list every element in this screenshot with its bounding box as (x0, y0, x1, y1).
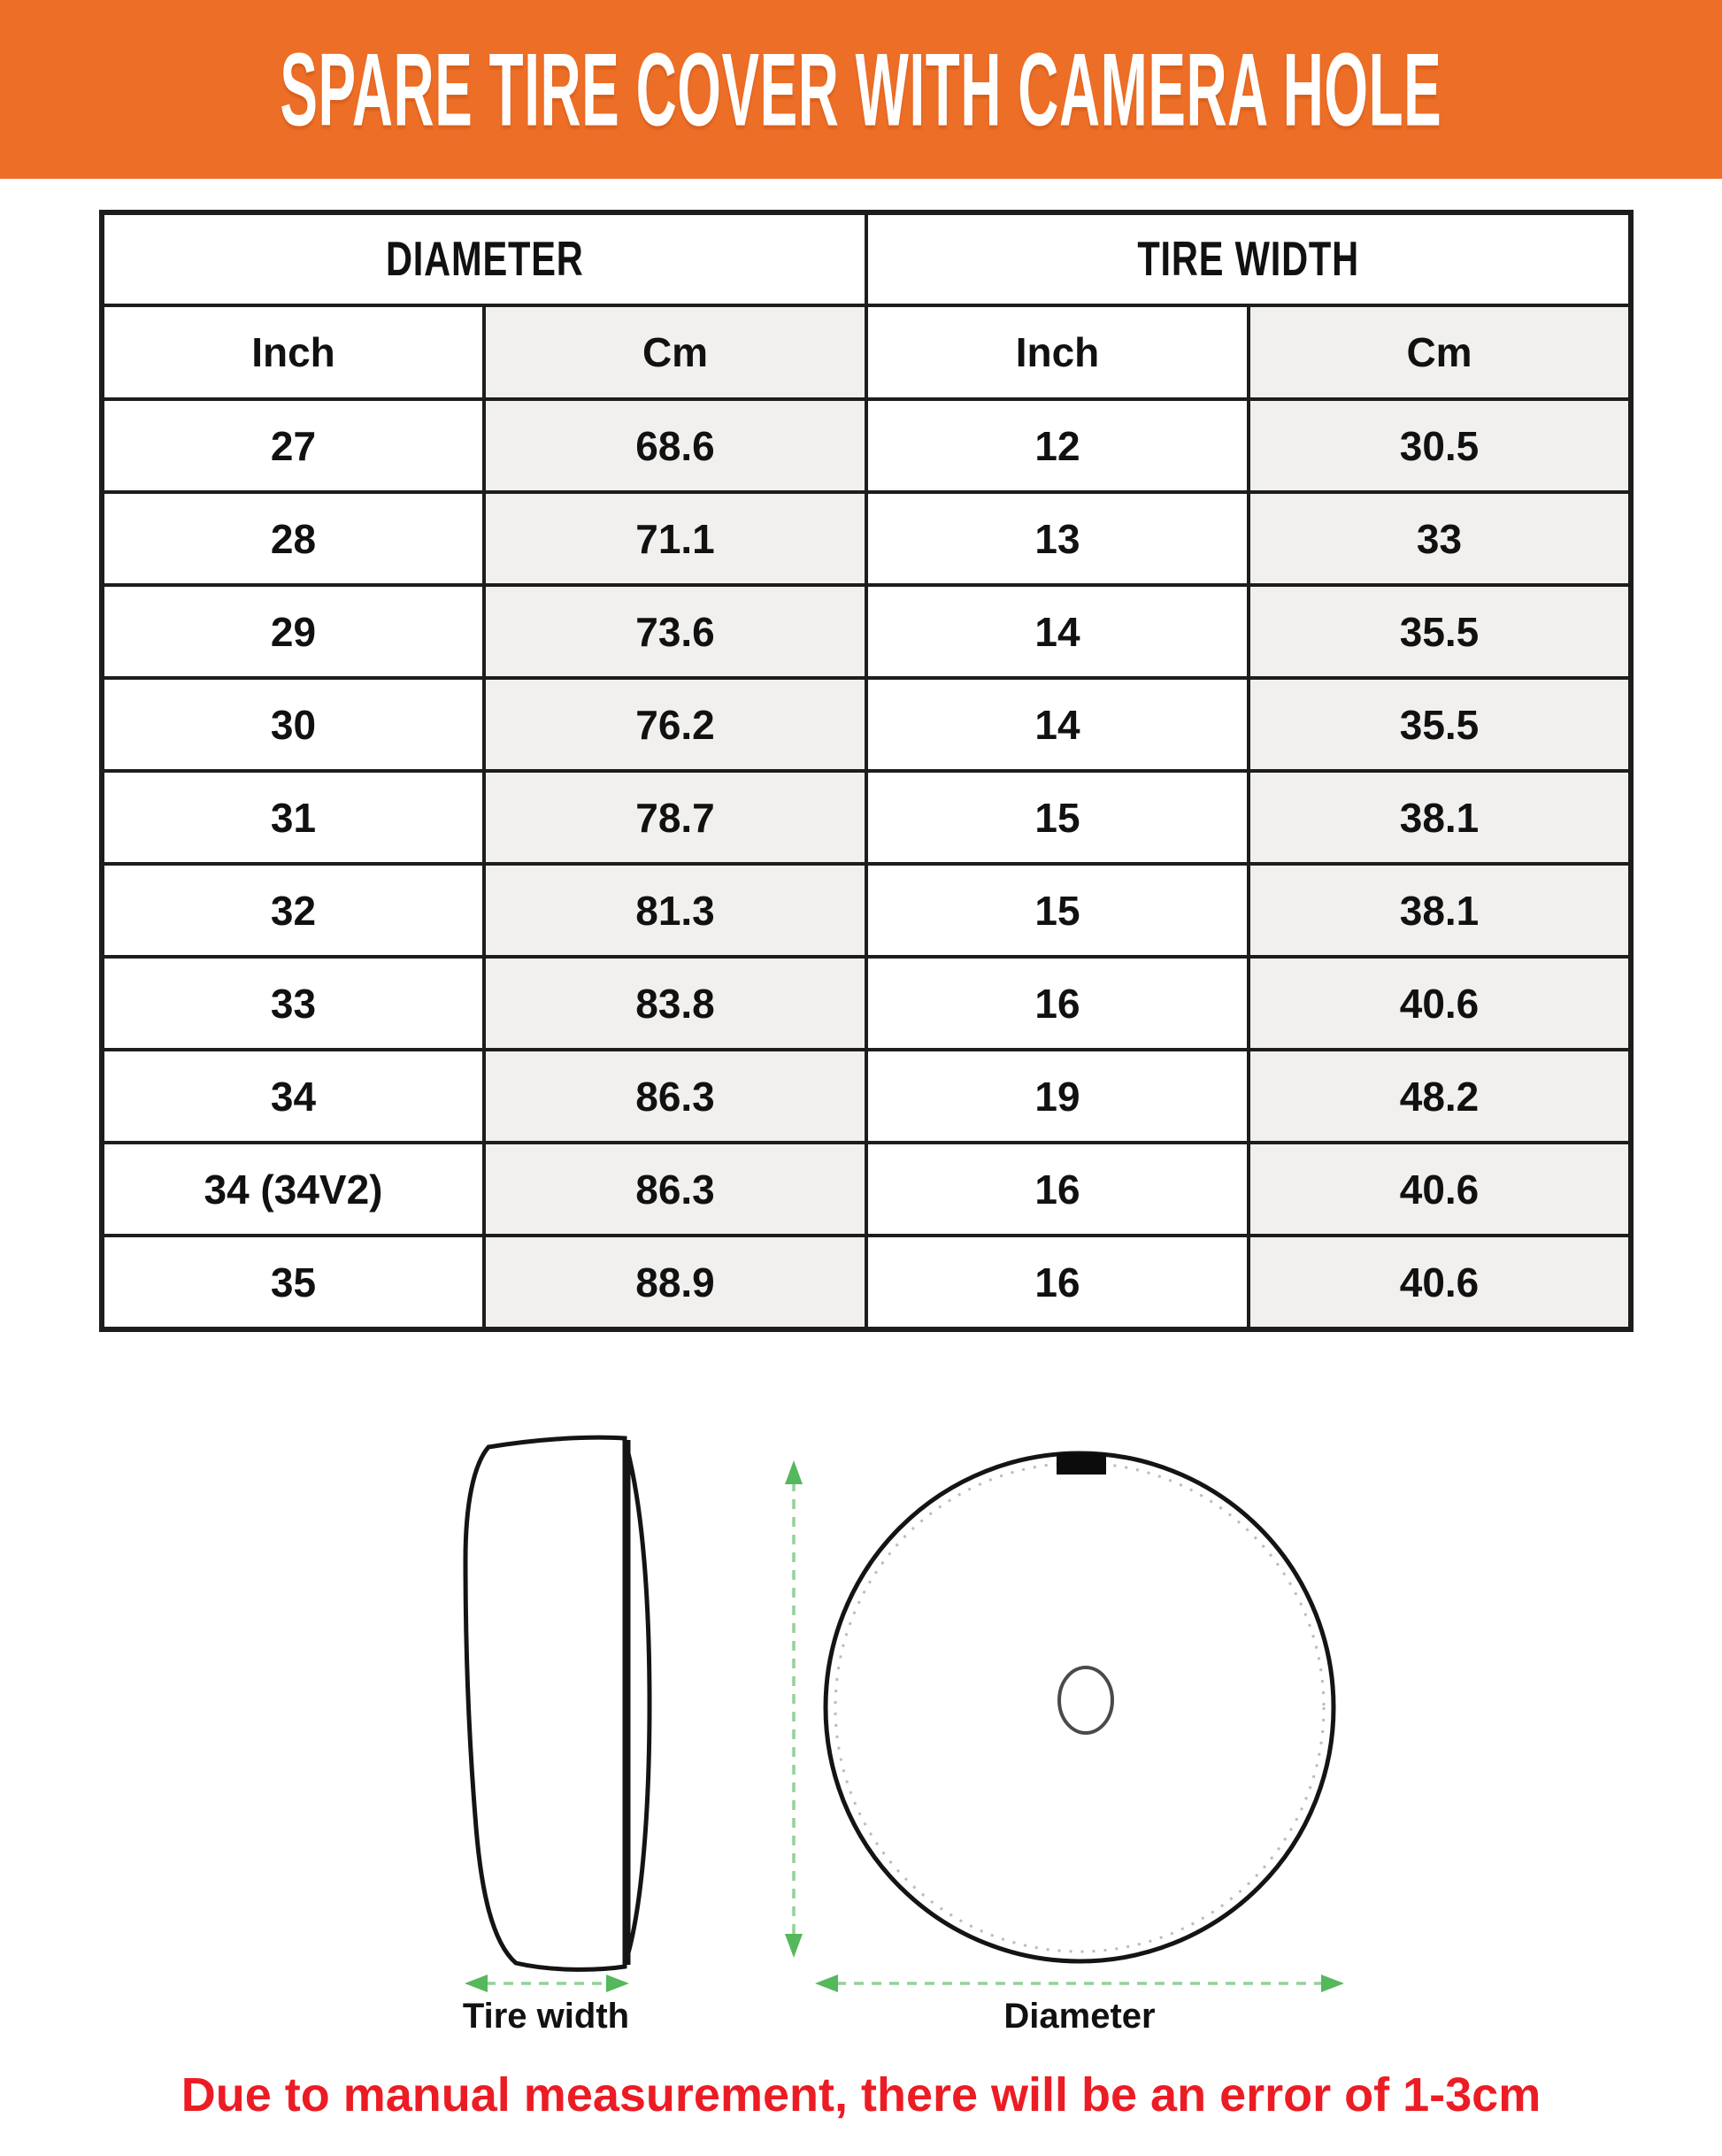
measurement-note: Due to manual measurement, there will be an error of 1-3cm (181, 2068, 1541, 2121)
diameter-cm-cell: 68.6 (484, 399, 866, 492)
table-row (102, 864, 1631, 957)
column-group-tire-width-label: TIRE WIDTH (1137, 232, 1359, 287)
column-group-diameter-label: DIAMETER (385, 232, 584, 287)
width-cm-cell: 40.6 (1249, 957, 1631, 1050)
table-row (102, 1143, 1631, 1236)
width-cm-cell: 35.5 (1249, 678, 1631, 771)
subheader-width-cm: Cm (1249, 305, 1631, 399)
diameter-inch-cell: 27 (102, 399, 484, 492)
width-inch-cell: 16 (866, 1236, 1249, 1329)
width-inch-cell: 12 (866, 399, 1249, 492)
width-inch-cell: 14 (866, 678, 1249, 771)
width-cm-cell: 35.5 (1249, 585, 1631, 678)
diameter-cm-cell: 86.3 (484, 1050, 866, 1143)
diameter-label: Diameter (1003, 1997, 1156, 2036)
size-table (99, 210, 1634, 1332)
diameter-inch-cell: 35 (102, 1236, 484, 1329)
tire-side-view (465, 1437, 625, 1969)
column-group-tire-width (866, 212, 1631, 305)
camera-hole (1059, 1667, 1112, 1733)
header-banner (0, 0, 1722, 179)
column-group-diameter (102, 212, 866, 305)
diameter-vertical-arrow (785, 1460, 803, 1958)
diameter-inch-cell: 33 (102, 957, 484, 1050)
diameter-inch-cell: 30 (102, 678, 484, 771)
diameter-inch-cell: 32 (102, 864, 484, 957)
width-cm-cell: 33 (1249, 492, 1631, 585)
table-row (102, 492, 1631, 585)
table-body (102, 399, 1631, 1329)
tire-width-arrow (465, 1975, 629, 1992)
width-cm-cell: 38.1 (1249, 771, 1631, 864)
diameter-cm-cell: 86.3 (484, 1143, 866, 1236)
diameter-cm-cell: 73.6 (484, 585, 866, 678)
diameter-cm-cell: 76.2 (484, 678, 866, 771)
width-cm-cell: 40.6 (1249, 1143, 1631, 1236)
table-row (102, 957, 1631, 1050)
table-row (102, 585, 1631, 678)
diameter-cm-cell: 88.9 (484, 1236, 866, 1329)
width-inch-cell: 14 (866, 585, 1249, 678)
table-header (102, 212, 1631, 399)
width-inch-cell: 15 (866, 771, 1249, 864)
diameter-inch-cell: 34 (34V2) (102, 1143, 484, 1236)
subheader-diameter-inch: Inch (102, 305, 484, 399)
width-inch-cell: 16 (866, 1143, 1249, 1236)
width-cm-cell: 48.2 (1249, 1050, 1631, 1143)
diameter-inch-cell: 29 (102, 585, 484, 678)
subheader-diameter-cm: Cm (484, 305, 866, 399)
column-group-row (102, 212, 1631, 305)
width-cm-cell: 40.6 (1249, 1236, 1631, 1329)
tire-width-label: Tire width (462, 1997, 630, 2036)
table-row (102, 1236, 1631, 1329)
diameter-cm-cell: 81.3 (484, 864, 866, 957)
subheader-row (102, 305, 1631, 399)
diameter-cm-cell: 71.1 (484, 492, 866, 585)
table-row (102, 399, 1631, 492)
diameter-inch-cell: 34 (102, 1050, 484, 1143)
diameter-inch-cell: 28 (102, 492, 484, 585)
width-inch-cell: 16 (866, 957, 1249, 1050)
page-title: SPARE TIRE COVER WITH CAMERA HOLE (280, 31, 1442, 148)
diameter-cm-cell: 83.8 (484, 957, 866, 1050)
top-strap (1057, 1453, 1106, 1475)
table-row (102, 678, 1631, 771)
width-inch-cell: 19 (866, 1050, 1249, 1143)
diameter-cm-cell: 78.7 (484, 771, 866, 864)
width-inch-cell: 15 (866, 864, 1249, 957)
table-row (102, 1050, 1631, 1143)
width-cm-cell: 30.5 (1249, 399, 1631, 492)
width-inch-cell: 13 (866, 492, 1249, 585)
tire-diagram (0, 1381, 1722, 2053)
width-cm-cell: 38.1 (1249, 864, 1631, 957)
diameter-inch-cell: 31 (102, 771, 484, 864)
subheader-width-inch: Inch (866, 305, 1249, 399)
table-row (102, 771, 1631, 864)
diameter-arrow (815, 1975, 1344, 1992)
